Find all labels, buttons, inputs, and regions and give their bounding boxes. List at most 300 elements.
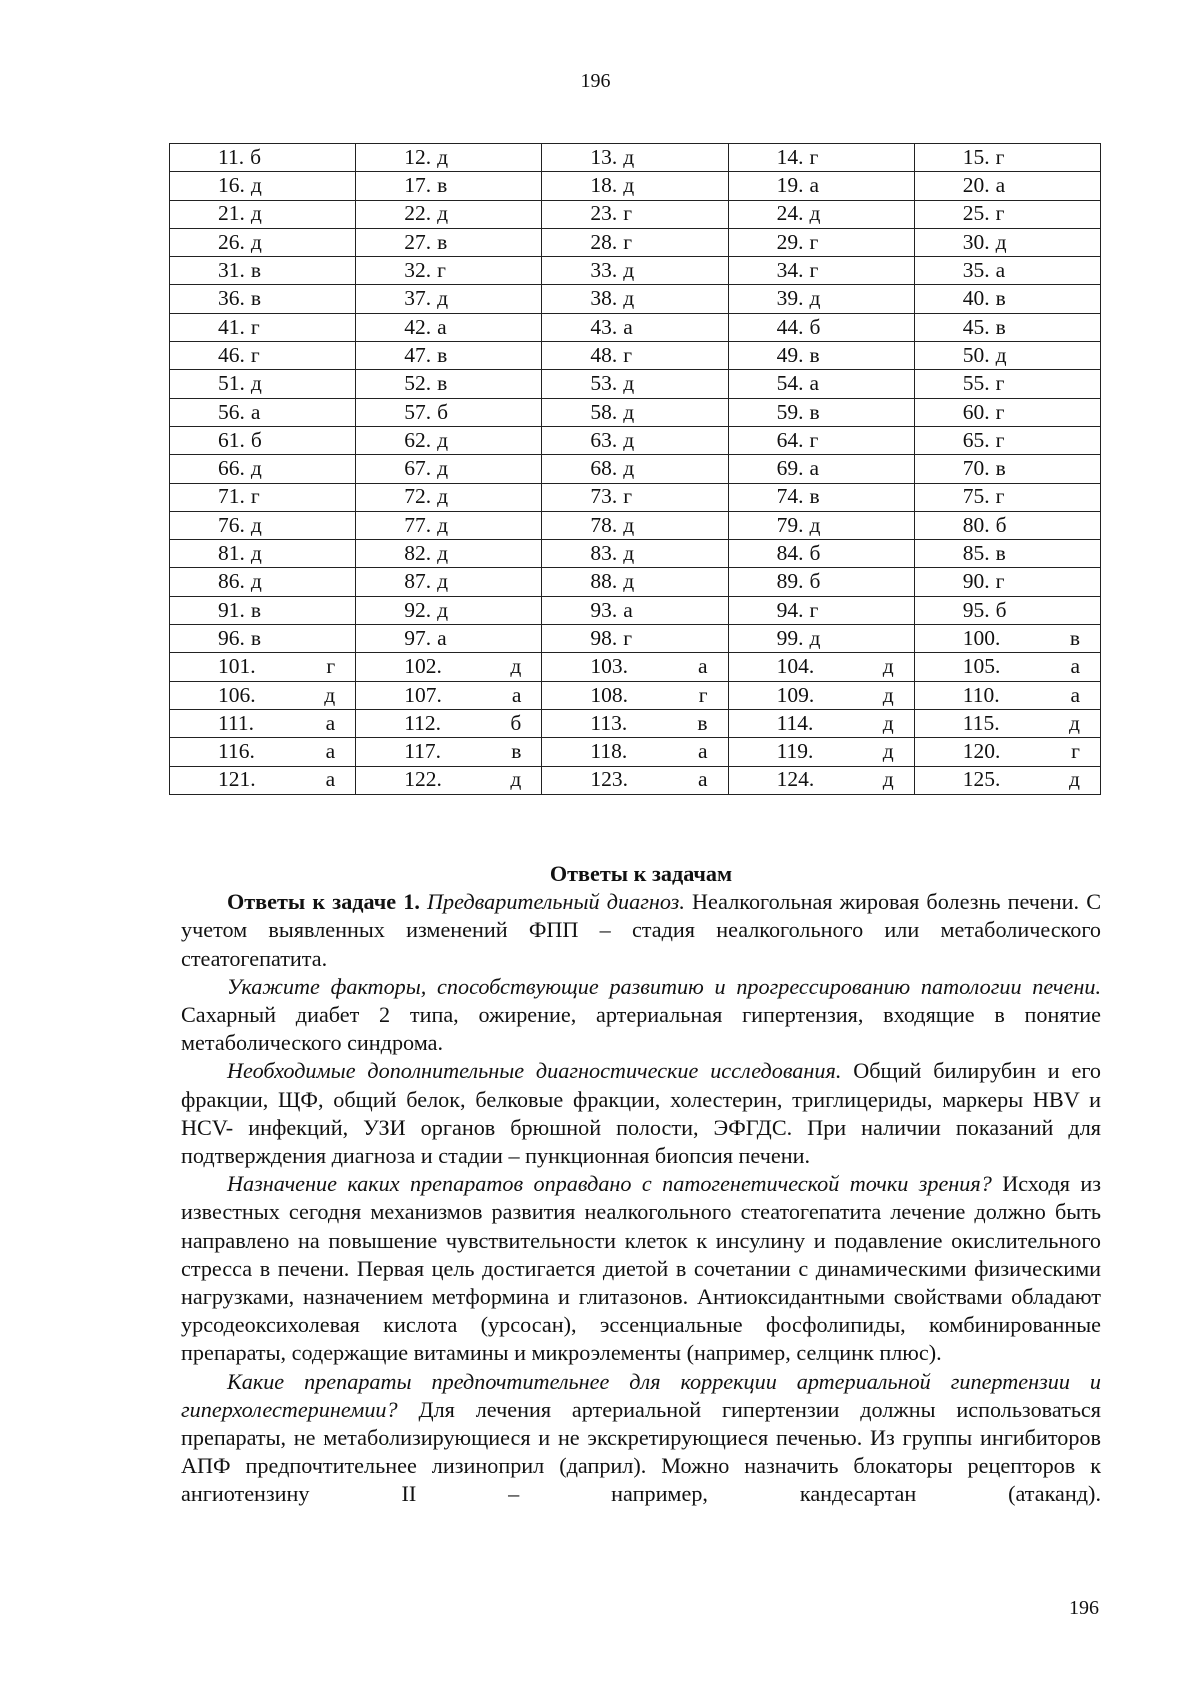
answer-cell [728, 144, 914, 172]
answer-letter: а [809, 173, 819, 198]
answer-letter: б [809, 569, 821, 594]
answer-cell [542, 653, 728, 681]
answer-number: 41. [218, 314, 245, 339]
answer-number: 38. [590, 286, 618, 311]
answer-cell [542, 511, 728, 539]
paragraph-4 [181, 1170, 1101, 1367]
answer-cell [728, 313, 914, 341]
answer-number: 59. [776, 399, 804, 424]
paragraph-text: Исходя из известных сегодня механизмов развития неалкогольного стеатогепатита лечение должно быть направлено на повышение чувствительности клеток к инсулину и подавление окислительного стресса в печени. Первая цель достигается диетой в сочетании с динамическими физическими нагрузками, назначением метформина и глитазонов. Антиоксидантными свойствами обладают урсодеоксихолевая кислота (урсосан), эссенциальные фосфолипиды, комбинированные препараты, содержащие витамины и микроэлементы (например, селцинк плюс). [181, 1171, 1102, 1366]
answer-cell [542, 342, 728, 370]
answer-number: 76. [218, 512, 245, 537]
paragraph-question: Какие препараты предпочтительнее для коррекции артериальной гипертензии и гиперхолестеринемии? [181, 1368, 1101, 1422]
answer-number: 103. [590, 654, 628, 679]
answer-letter: б [510, 710, 522, 735]
answer-letter: д [623, 569, 635, 594]
answer-letter: б [995, 597, 1007, 622]
answer-number: 37. [404, 286, 432, 311]
answer-number: 73. [590, 484, 618, 509]
answer-number: 111. [218, 710, 255, 735]
answer-letter: а [698, 767, 708, 792]
answer-letter: д [437, 541, 449, 566]
answer-letter: в [995, 541, 1006, 566]
answer-cell [542, 455, 728, 483]
answer-number: 44. [776, 314, 804, 339]
paragraph-text: Сахарный диабет 2 типа, ожирение, артериальная гипертензия, входящие в понятие метаболического синдрома. [181, 1002, 1101, 1056]
answer-letter: в [995, 286, 1006, 311]
answer-cell [914, 681, 1100, 709]
answer-letter: д [250, 456, 262, 481]
answer-letter: д [510, 654, 522, 679]
answer-number: 117. [404, 739, 442, 764]
answer-number: 94. [776, 597, 804, 622]
table-row [170, 709, 1101, 737]
answer-number: 68. [590, 456, 618, 481]
answers-table-body [170, 144, 1101, 795]
answer-cell [170, 313, 356, 341]
answer-letter: д [623, 258, 635, 283]
paragraph-2 [181, 973, 1101, 1058]
answer-cell [542, 228, 728, 256]
answer-cell [170, 257, 356, 285]
answer-cell [542, 568, 728, 596]
answer-letter: г [809, 144, 819, 169]
answer-letter: д [510, 767, 522, 792]
answer-cell [914, 540, 1100, 568]
answer-number: 115. [962, 710, 1000, 735]
answer-cell [170, 511, 356, 539]
table-row [170, 681, 1101, 709]
answer-letter: в [437, 371, 448, 396]
answer-letter: г [995, 144, 1005, 169]
answer-letter: д [1069, 767, 1080, 792]
answer-number: 18. [590, 173, 618, 198]
table-row [170, 228, 1101, 256]
answer-letter: б [995, 512, 1007, 537]
answer-letter: б [250, 427, 262, 452]
answer-cell [170, 200, 356, 228]
answer-number: 27. [404, 229, 432, 254]
table-row [170, 511, 1101, 539]
answer-cell [542, 257, 728, 285]
answer-cell [170, 625, 356, 653]
answer-cell [542, 426, 728, 454]
answer-letter: а [325, 710, 336, 735]
answer-letter: д [882, 710, 894, 735]
answer-letter: а [1070, 682, 1080, 707]
answer-letter: а [623, 597, 633, 622]
answer-cell [542, 709, 728, 737]
answer-cell [356, 511, 542, 539]
answer-letter: г [809, 427, 819, 452]
page-number-bottom: 196 [1069, 1597, 1099, 1619]
answer-cell [170, 483, 356, 511]
answer-cell [542, 200, 728, 228]
answer-cell [728, 200, 914, 228]
answer-letter: в [437, 173, 448, 198]
answer-number: 109. [776, 682, 815, 707]
answer-cell [170, 653, 356, 681]
paragraph-question: Укажите факторы, способствующие развитию и прогрессированию патологии печени. [227, 973, 1101, 999]
answer-cell [356, 455, 542, 483]
answer-cell [914, 483, 1100, 511]
answer-letter: в [511, 739, 522, 764]
answer-cell [542, 285, 728, 313]
answer-cell [170, 144, 356, 172]
answer-number: 102. [404, 654, 442, 679]
answer-number: 125. [962, 767, 1001, 792]
answer-number: 108. [590, 682, 628, 707]
answer-letter: г [250, 342, 260, 367]
answer-number: 39. [776, 286, 804, 311]
answer-number: 84. [776, 541, 804, 566]
answer-number: 32. [404, 258, 432, 283]
answer-cell [914, 342, 1100, 370]
answer-letter: д [623, 541, 635, 566]
answer-number: 11. [218, 144, 245, 169]
answer-letter: г [623, 229, 633, 254]
answer-letter: а [511, 682, 522, 707]
answer-number: 119. [776, 739, 814, 764]
answer-cell [728, 653, 914, 681]
answer-cell [914, 426, 1100, 454]
answer-letter: д [882, 767, 894, 792]
answer-letter: г [326, 654, 336, 679]
answer-number: 33. [590, 258, 618, 283]
answer-cell [542, 313, 728, 341]
answer-letter: а [437, 314, 447, 339]
answer-letter: а [437, 625, 447, 650]
answer-letter: д [250, 201, 262, 226]
table-row [170, 257, 1101, 285]
answer-cell [542, 172, 728, 200]
answer-number: 40. [962, 286, 990, 311]
answer-number: 46. [218, 342, 245, 367]
answer-letter: д [995, 342, 1007, 367]
answer-letter: д [623, 399, 635, 424]
answer-letter: г [995, 399, 1005, 424]
answer-number: 55. [962, 371, 990, 396]
answer-cell [170, 342, 356, 370]
answer-number: 60. [962, 399, 990, 424]
answer-letter: а [995, 173, 1006, 198]
answer-letter: д [250, 541, 262, 566]
answer-letter: д [437, 597, 449, 622]
answer-letter: а [995, 258, 1006, 283]
answer-number: 101. [218, 654, 256, 679]
answer-cell [542, 483, 728, 511]
answer-letter: а [325, 739, 336, 764]
answer-cell [914, 738, 1100, 766]
answer-cell [356, 738, 542, 766]
answer-letter: д [623, 427, 635, 452]
table-row [170, 738, 1101, 766]
answer-number: 92. [404, 597, 432, 622]
answer-number: 80. [962, 512, 990, 537]
answer-number: 52. [404, 371, 432, 396]
answer-cell [728, 426, 914, 454]
answer-number: 88. [590, 569, 618, 594]
answer-cell [356, 681, 542, 709]
table-row [170, 596, 1101, 624]
answer-number: 75. [962, 484, 990, 509]
answer-cell [914, 625, 1100, 653]
answer-letter: д [809, 286, 821, 311]
answers-table [169, 143, 1101, 795]
answer-letter: в [697, 710, 708, 735]
answer-cell [542, 681, 728, 709]
answer-number: 85. [962, 541, 990, 566]
answer-letter: д [324, 682, 336, 707]
answer-number: 35. [962, 258, 990, 283]
answer-number: 25. [962, 201, 990, 226]
answer-number: 16. [218, 173, 245, 198]
answer-number: 87. [404, 569, 432, 594]
answer-letter: д [250, 371, 262, 396]
answer-cell [728, 398, 914, 426]
table-row [170, 172, 1101, 200]
answer-cell [914, 370, 1100, 398]
answer-letter: г [623, 484, 633, 509]
answer-number: 63. [590, 427, 618, 452]
answer-letter: д [623, 286, 635, 311]
answer-number: 20. [962, 173, 990, 198]
answer-cell [170, 398, 356, 426]
answer-cell [914, 766, 1100, 794]
answer-letter: г [809, 229, 819, 254]
answer-cell [728, 681, 914, 709]
answer-number: 47. [404, 342, 432, 367]
table-row [170, 144, 1101, 172]
answer-number: 114. [776, 710, 814, 735]
answer-letter: в [809, 342, 820, 367]
answer-letter: г [809, 258, 819, 283]
answer-cell [356, 285, 542, 313]
answer-number: 90. [962, 569, 990, 594]
paragraph-text: Неалкогольная жировая болезнь печени. С учетом выявленных изменений ФПП – стадия неалкогольного или метаболического стеатогепатита. [181, 889, 1102, 971]
answer-cell [728, 766, 914, 794]
answer-cell [542, 540, 728, 568]
answer-cell [170, 540, 356, 568]
answer-cell [914, 285, 1100, 313]
table-row [170, 285, 1101, 313]
answer-letter: г [995, 427, 1005, 452]
answer-number: 123. [590, 767, 628, 792]
table-row [170, 398, 1101, 426]
answer-number: 89. [776, 569, 804, 594]
answer-number: 116. [218, 739, 255, 764]
answer-letter: д [809, 625, 821, 650]
answer-cell [542, 398, 728, 426]
answer-letter: д [437, 569, 449, 594]
answer-letter: д [995, 229, 1007, 254]
table-row [170, 426, 1101, 454]
answer-cell [542, 596, 728, 624]
answer-letter: г [995, 371, 1005, 396]
page-number-top: 196 [580, 70, 611, 92]
answer-letter: г [809, 597, 819, 622]
answer-letter: д [437, 484, 449, 509]
answer-number: 49. [776, 342, 804, 367]
answer-cell [728, 540, 914, 568]
answer-letter: г [623, 342, 633, 367]
answer-letter: г [623, 201, 633, 226]
answer-number: 24. [776, 201, 804, 226]
answer-letter: д [437, 144, 449, 169]
paragraph-text: Для лечения артериальной гипертензии должны использоваться препараты, не метаболизирующиеся и не экскретирующиеся печенью. Из группы ингибиторов АПФ предпочтительнее лизиноприл (даприл). Можно назначить блокаторы рецепторов к ангиотензину II – например, кандесартан (атаканд). [181, 1396, 1101, 1507]
answer-cell [914, 511, 1100, 539]
answer-number: 83. [590, 541, 618, 566]
answer-letter: а [809, 371, 819, 396]
answer-number: 42. [404, 314, 432, 339]
answer-number: 104. [776, 654, 815, 679]
answer-cell [914, 257, 1100, 285]
answer-number: 21. [218, 201, 245, 226]
answer-number: 106. [218, 682, 256, 707]
answer-letter: г [437, 258, 446, 283]
answer-number: 57. [404, 399, 432, 424]
answer-cell [170, 709, 356, 737]
answer-cell [170, 681, 356, 709]
answer-number: 14. [776, 144, 804, 169]
answer-letter: г [698, 682, 708, 707]
answer-number: 110. [962, 682, 1000, 707]
answer-cell [170, 766, 356, 794]
answer-cell [170, 172, 356, 200]
answer-cell [356, 596, 542, 624]
answer-number: 23. [590, 201, 618, 226]
answer-number: 54. [776, 371, 804, 396]
answer-letter: д [437, 512, 449, 537]
answer-letter: г [250, 484, 260, 509]
paragraph-text: Общий билирубин и его фракции, ЩФ, общий белок, белковые фракции, холестерин, триглицериды, маркеры HBV и HCV- инфекций, УЗИ органов брюшной полости, ЭФГДС. При наличии показаний для подтверждения диагноза и стадии – пункционная биопсия печени. [181, 1058, 1101, 1169]
answer-letter: д [882, 739, 894, 764]
answer-number: 29. [776, 229, 804, 254]
answer-number: 56. [218, 399, 245, 424]
paragraph-1 [181, 888, 1101, 973]
answer-letter: г [995, 201, 1005, 226]
paragraph-question: Назначение каких препаратов оправдано с патогенетической точки зрения? [227, 1171, 992, 1197]
answer-number: 82. [404, 541, 432, 566]
answer-cell [356, 313, 542, 341]
answer-cell [170, 738, 356, 766]
answer-cell [170, 285, 356, 313]
paragraph-question: Необходимые дополнительные диагностические исследования. [227, 1058, 842, 1084]
answer-cell [542, 625, 728, 653]
answer-letter: б [250, 144, 262, 169]
answer-cell [356, 370, 542, 398]
answer-cell [728, 370, 914, 398]
answer-number: 98. [590, 625, 618, 650]
answer-letter: г [623, 625, 633, 650]
answer-number: 65. [962, 427, 990, 452]
answer-letter: в [437, 342, 448, 367]
answer-letter: б [809, 314, 821, 339]
answer-cell [356, 200, 542, 228]
answer-letter: д [250, 569, 262, 594]
paragraph-3 [181, 1057, 1101, 1170]
paragraph-question: Предварительный диагноз. [427, 889, 685, 915]
answer-cell [170, 596, 356, 624]
answer-letter: а [623, 314, 633, 339]
answer-letter: д [623, 144, 635, 169]
answer-letter: в [809, 399, 820, 424]
answer-number: 61. [218, 427, 245, 452]
answer-number: 120. [962, 739, 1001, 764]
answer-number: 19. [776, 173, 804, 198]
answer-letter: в [250, 625, 262, 650]
answer-letter: в [250, 597, 262, 622]
answer-letter: в [809, 484, 820, 509]
answer-cell [356, 342, 542, 370]
answer-number: 34. [776, 258, 804, 283]
answer-number: 122. [404, 767, 442, 792]
answer-letter: б [809, 541, 821, 566]
answer-letter: д [623, 512, 635, 537]
answer-number: 13. [590, 144, 618, 169]
answer-number: 77. [404, 512, 432, 537]
answer-number: 96. [218, 625, 245, 650]
answer-number: 121. [218, 767, 256, 792]
answer-letter: г [995, 569, 1005, 594]
table-row [170, 483, 1101, 511]
answer-cell [914, 144, 1100, 172]
answer-number: 53. [590, 371, 618, 396]
table-row [170, 455, 1101, 483]
answer-number: 74. [776, 484, 804, 509]
answer-letter: а [809, 456, 819, 481]
answer-number: 113. [590, 710, 628, 735]
answer-letter: д [437, 427, 449, 452]
answer-cell [356, 709, 542, 737]
answer-cell [914, 200, 1100, 228]
answer-number: 124. [776, 767, 815, 792]
answer-cell [728, 228, 914, 256]
table-row [170, 625, 1101, 653]
answer-number: 28. [590, 229, 618, 254]
answer-number: 118. [590, 739, 628, 764]
answer-letter: а [698, 739, 708, 764]
answer-cell [356, 257, 542, 285]
answer-letter: а [250, 399, 261, 424]
answer-cell [914, 455, 1100, 483]
answer-cell [728, 455, 914, 483]
answer-letter: в [250, 286, 262, 311]
answer-number: 15. [962, 144, 990, 169]
answer-cell [170, 370, 356, 398]
answer-cell [728, 568, 914, 596]
answer-number: 50. [962, 342, 990, 367]
answer-cell [728, 511, 914, 539]
table-row [170, 653, 1101, 681]
answer-cell [356, 172, 542, 200]
answer-number: 45. [962, 314, 990, 339]
answer-number: 91. [218, 597, 245, 622]
answers-text-block [181, 860, 1101, 1509]
answer-number: 66. [218, 456, 245, 481]
answer-letter: б [437, 399, 449, 424]
table-row [170, 540, 1101, 568]
answer-cell [914, 398, 1100, 426]
answer-number: 105. [962, 654, 1001, 679]
answer-letter: а [698, 654, 708, 679]
answer-number: 36. [218, 286, 245, 311]
answer-number: 48. [590, 342, 618, 367]
answer-cell [356, 398, 542, 426]
answer-letter: д [623, 173, 635, 198]
answer-cell [356, 568, 542, 596]
answer-cell [728, 625, 914, 653]
